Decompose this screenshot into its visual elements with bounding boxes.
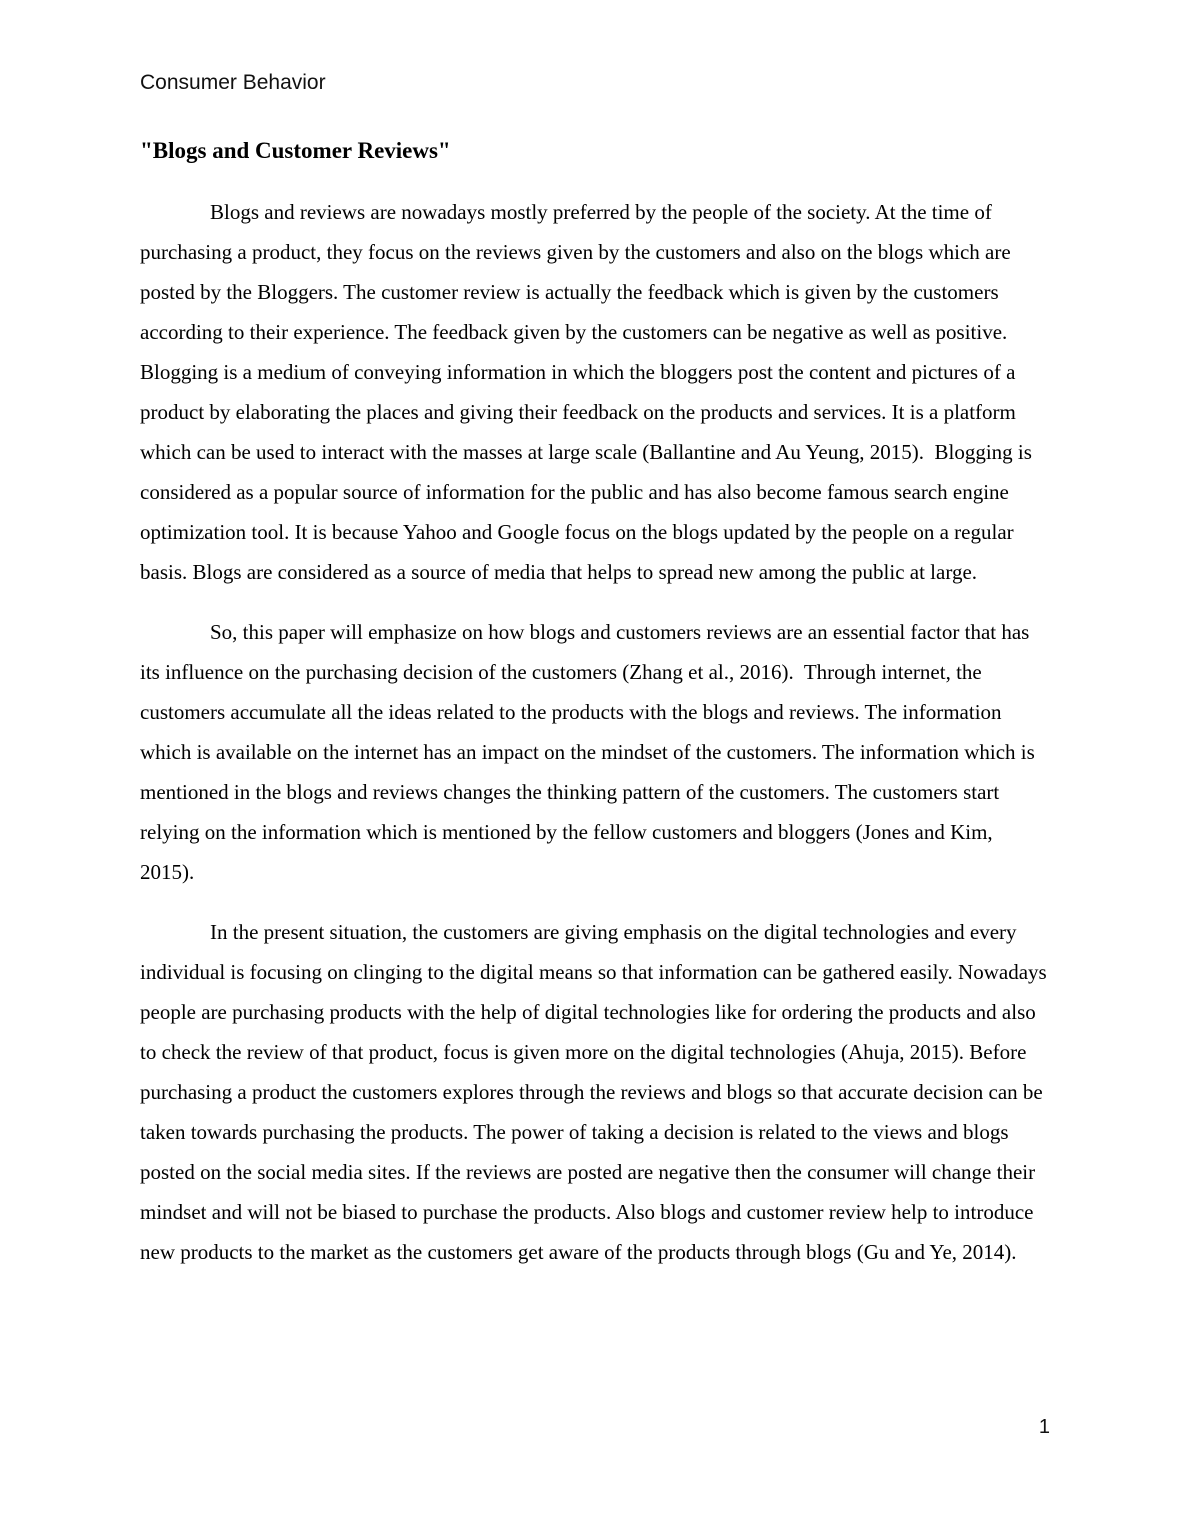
paragraph-digital-technologies: In the present situation, the customers are giving emphasis on the digital technologies and every individual is focusing on clinging to the digital means so that information can be gathered easily. Nowadays people are purchasing products with the help of digital technologies like for ordering the products and also to check the review of that product, focus is given more on the digital technologies (Ahuja, 2015). Before purchasing a product the customers explores through the reviews and blogs so that accurate decision can be taken towards purchasing the products. The power of taking a decision is related to the views and blogs posted on the social media sites. If the reviews are posted are negative then the consumer will change their mindset and will not be biased to purchase the products. Also blogs and customer review help to introduce new products to the market as the customers get aware of the products through blogs (Gu and Ye, 2014).: [140, 920, 1052, 1264]
document-title: "Blogs and Customer Reviews": [140, 138, 451, 163]
running-header: Consumer Behavior: [140, 71, 326, 94]
paragraph-intro-blogs-reviews: Blogs and reviews are nowadays mostly preferred by the people of the society. At the time of purchasing a product, they focus on the reviews given by the customers and also on the blogs which are posted by the Bloggers. The customer review is actually the feedback which is given by the customers according to their experience. The feedback given by the customers can be negative as well as positive. Blogging is a medium of conveying information in which the bloggers post the content and pictures of a product by elaborating the places and giving their feedback on the products and services. It is a platform which can be used to interact with the masses at large scale (Ballantine and Au Yeung, 2015). Blogging is considered as a popular source of information for the public and has also become famous search engine optimization tool. It is because Yahoo and Google focus on the blogs updated by the people on a regular basis. Blogs are considered as a source of media that helps to spread new among the public at large.: [140, 200, 1038, 584]
paragraph-paper-emphasis: So, this paper will emphasize on how blogs and customers reviews are an essential factor that has its influence on the purchasing decision of the customers (Zhang et al., 2016). Through internet, the customers accumulate all the ideas related to the products with the blogs and reviews. The information which is available on the internet has an impact on the mindset of the customers. The information which is mentioned in the blogs and reviews changes the thinking pattern of the customers. The customers start relying on the information which is mentioned by the fellow customers and bloggers (Jones and Kim, 2015).: [140, 620, 1041, 884]
page-number: 1: [1038, 1416, 1050, 1438]
